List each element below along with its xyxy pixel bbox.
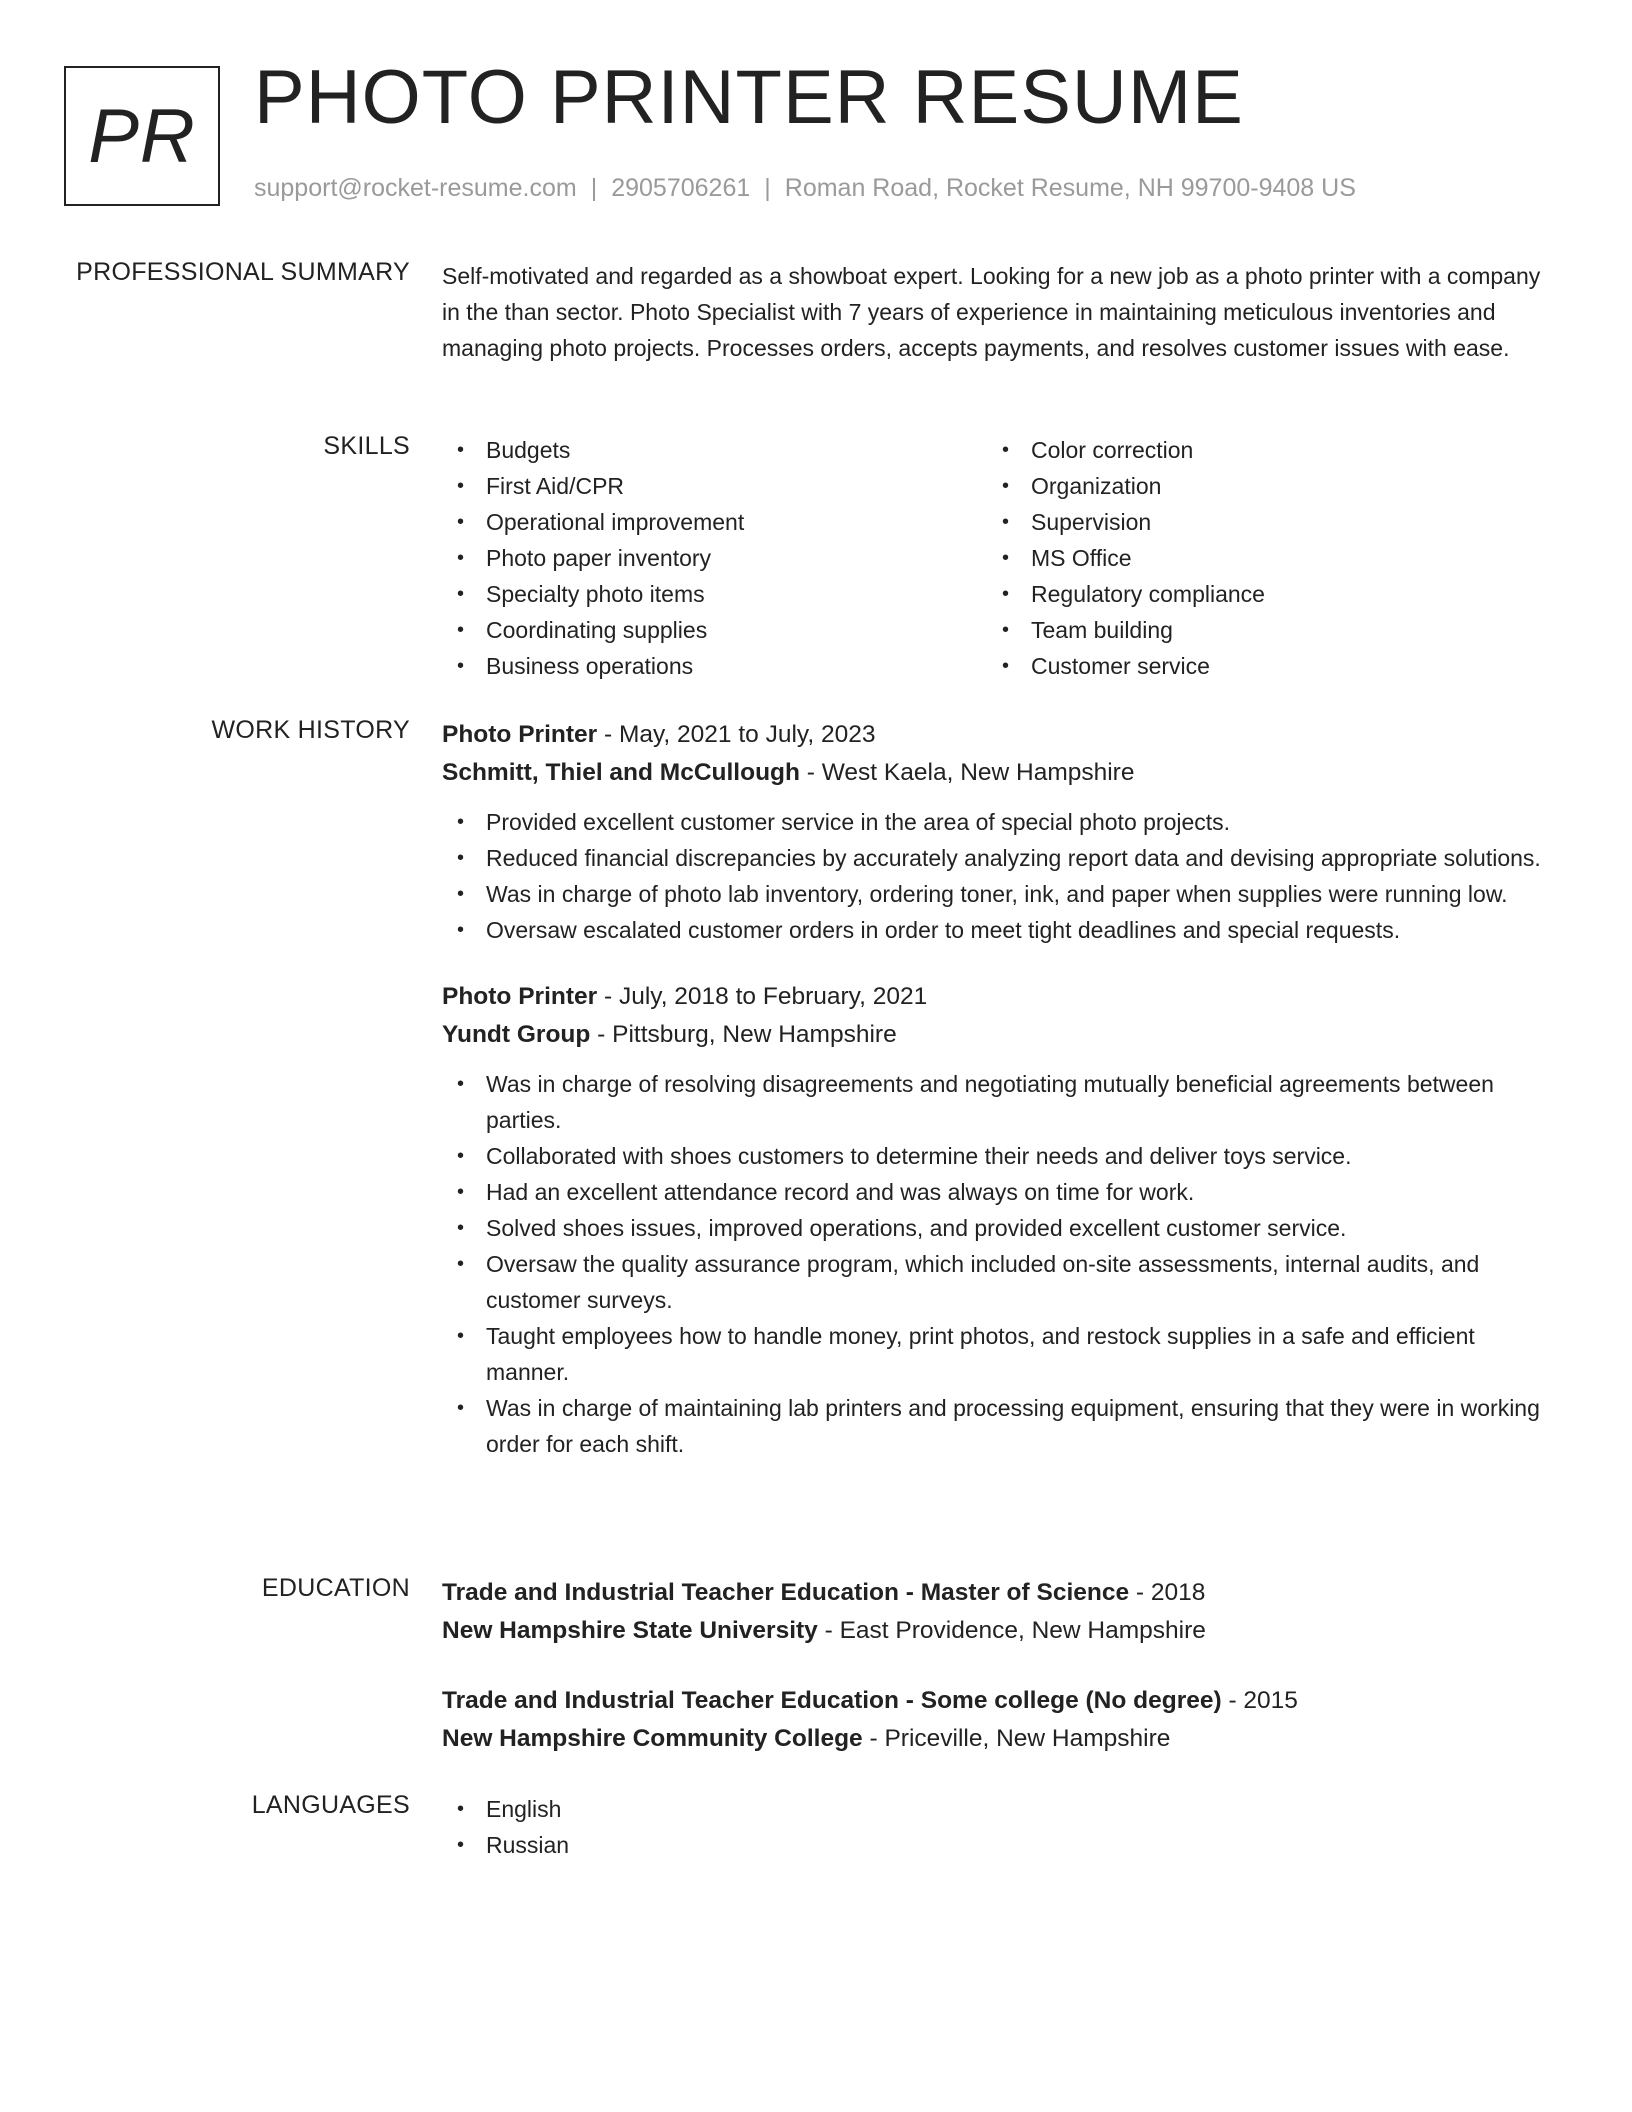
education-school: New Hampshire State University <box>442 1617 818 1644</box>
contact-phone[interactable]: 2905706261 <box>611 174 751 202</box>
skill-item: • Color correction <box>987 432 1532 468</box>
section-label-skills: SKILLS <box>323 432 410 460</box>
language-item: • English <box>442 1791 1562 1827</box>
languages-list <box>442 1791 1562 1863</box>
skill-item: • Supervision <box>987 504 1532 540</box>
skill-item: • Customer service <box>987 648 1532 684</box>
skill-item: • Operational improvement <box>442 504 987 540</box>
job-duty: • Was in charge of maintaining lab printers and processing equipment, ensuring that they were in working order for each shift. <box>442 1390 1562 1462</box>
job-duty: • Oversaw the quality assurance program, which included on-site assessments, internal audits, and customer surveys. <box>442 1246 1562 1318</box>
skills-list-right <box>987 432 1532 684</box>
job-duties-list <box>442 1066 1562 1462</box>
language-item: • Russian <box>442 1827 1562 1863</box>
education-location: - Priceville, New Hampshire <box>862 1725 1171 1752</box>
skills-list-left <box>442 432 987 684</box>
section-label-work: WORK HISTORY <box>211 716 410 744</box>
job-location: - West Kaela, New Hampshire <box>799 759 1135 786</box>
job-duty: • Had an excellent attendance record and was always on time for work. <box>442 1174 1562 1210</box>
job-title-line <box>442 716 1562 754</box>
monogram-initials: PR <box>88 93 196 179</box>
skill-item: • Budgets <box>442 432 987 468</box>
skill-item: • Organization <box>987 468 1532 504</box>
contact-address: Roman Road, Rocket Resume, NH 99700-9408 US <box>784 174 1356 202</box>
job-duty: • Solved shoes issues, improved operations, and provided excellent customer service. <box>442 1210 1562 1246</box>
education-degree-line <box>442 1574 1562 1612</box>
job-company-line <box>442 754 1562 792</box>
skill-item: • Specialty photo items <box>442 576 987 612</box>
skill-item: • First Aid/CPR <box>442 468 987 504</box>
resume-title: PHOTO PRINTER RESUME <box>254 55 1244 140</box>
job-company-line <box>442 1016 1562 1054</box>
job-entry <box>442 978 1562 1462</box>
education-entry <box>442 1574 1562 1650</box>
job-duty: • Collaborated with shoes customers to determine their needs and deliver toys service. <box>442 1138 1562 1174</box>
section-label-languages: LANGUAGES <box>251 1791 410 1819</box>
education-degree: Trade and Industrial Teacher Education - Some college (No degree) <box>442 1687 1222 1714</box>
job-title: Photo Printer <box>442 721 598 748</box>
skill-item: • Team building <box>987 612 1532 648</box>
education-entry <box>442 1682 1562 1758</box>
contact-email[interactable]: support@rocket-resume.com <box>254 174 577 202</box>
monogram-box <box>64 66 220 206</box>
job-location: - Pittsburg, New Hampshire <box>590 1021 897 1048</box>
education-school-line <box>442 1720 1562 1758</box>
skill-item: • Regulatory compliance <box>987 576 1532 612</box>
education-location: - East Providence, New Hampshire <box>817 1617 1206 1644</box>
education-degree-line <box>442 1682 1562 1720</box>
job-duties-list <box>442 804 1562 948</box>
job-duty: • Reduced financial discrepancies by accurately analyzing report data and devising appropriate solutions. <box>442 840 1562 876</box>
job-title-line <box>442 978 1562 1016</box>
education-school-line <box>442 1612 1562 1650</box>
skill-item: • MS Office <box>987 540 1532 576</box>
skills-grid <box>442 432 1562 684</box>
job-duty: • Was in charge of resolving disagreements and negotiating mutually beneficial agreements between parties. <box>442 1066 1562 1138</box>
job-duty: • Was in charge of photo lab inventory, ordering toner, ink, and paper when supplies were running low. <box>442 876 1562 912</box>
job-duty: • Taught employees how to handle money, print photos, and restock supplies in a safe and efficient manner. <box>442 1318 1562 1390</box>
skill-item: • Coordinating supplies <box>442 612 987 648</box>
summary-text: Self-motivated and regarded as a showboat expert. Looking for a new job as a photo printer with a company in the than sector. Photo Specialist with 7 years of experience in maintaining meticulous inventories and managing photo projects. Processes orders, accepts payments, and resolves customer issues with ease. <box>442 263 1541 361</box>
contact-separator: | <box>764 174 771 202</box>
job-duty: • Provided excellent customer service in the area of special photo projects. <box>442 804 1562 840</box>
contact-line <box>254 174 1356 203</box>
education-degree: Trade and Industrial Teacher Education - Master of Science <box>442 1579 1130 1606</box>
job-entry <box>442 716 1562 948</box>
job-title: Photo Printer <box>442 983 598 1010</box>
job-company: Yundt Group <box>442 1021 591 1048</box>
job-dates: - May, 2021 to July, 2023 <box>597 721 876 748</box>
section-label-summary: PROFESSIONAL SUMMARY <box>76 258 410 286</box>
education-year: - 2018 <box>1129 1579 1206 1606</box>
job-company: Schmitt, Thiel and McCullough <box>442 759 800 786</box>
education-year: - 2015 <box>1221 1687 1298 1714</box>
skill-item: • Business operations <box>442 648 987 684</box>
education-school: New Hampshire Community College <box>442 1725 863 1752</box>
section-label-education: EDUCATION <box>261 1574 410 1602</box>
contact-separator: | <box>590 174 598 202</box>
job-duty: • Oversaw escalated customer orders in order to meet tight deadlines and special requests. <box>442 912 1562 948</box>
skill-item: • Photo paper inventory <box>442 540 987 576</box>
job-dates: - July, 2018 to February, 2021 <box>597 983 928 1010</box>
